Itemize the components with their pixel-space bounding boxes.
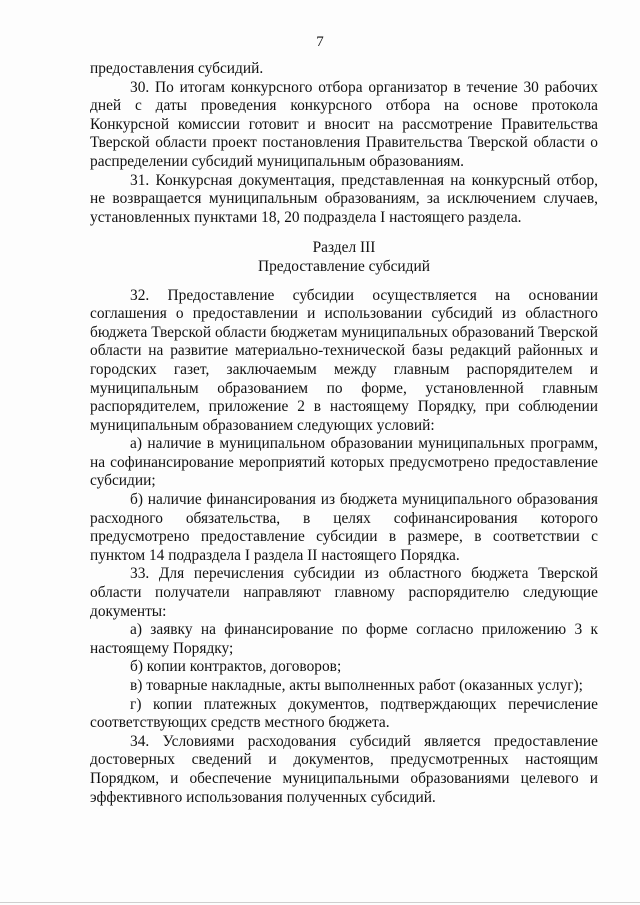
paragraph-32-b: б) наличие финансирования из бюджета муниципального образования расходного обязательства, в целях софинансирования которого предусмотрено предоставление субсидии в размере, в соответствии с пунктом 14 подраздела I раздела II настоящего Порядка. [90, 491, 598, 564]
paragraph-33-b: б) копии контрактов, договоров; [130, 658, 342, 676]
paragraph-continuation: предоставления субсидий. [90, 60, 264, 77]
section-title: Раздел III [312, 239, 376, 257]
section-subtitle: Предоставление субсидий [258, 257, 430, 275]
paragraph-32-a: а) наличие в муниципальном образовании муниципальных программ, на софинансирование мероприятий которых предусмотрено предоставление субсидии; [90, 435, 598, 490]
paragraph-30: 30. По итогам конкурсного отбора организатор в течение 30 рабочих дней с даты проведения конкурсного отбора на основе протокола Конкурсной комиссии готовит и вносит на рассмотрение Правительства Тверской области проект постановления Правительства Тверской области о распределении субсидий муниципальным образованиям. [90, 78, 598, 170]
paragraph-33-d: г) копии платежных документов, подтверждающих перечисление соответствующих средств местного бюджета. [90, 695, 598, 732]
section-heading [90, 239, 598, 276]
page-number: 7 [316, 34, 324, 50]
page-bottom-edge [0, 902, 640, 903]
paragraph-33-a: а) заявку на финансирование по форме согласно приложению 3 к настоящему Порядку; [90, 621, 598, 657]
paragraph-33: 33. Для перечисления субсидии из областного бюджета Тверской области получатели направляют главному распорядителю следующие документы: [90, 565, 598, 620]
document-body [90, 60, 598, 807]
paragraph-33-c: в) товарные накладные, акты выполненных работ (оказанных услуг); [130, 677, 583, 694]
paragraph-34: 34. Условиями расходования субсидий является предоставление достоверных сведений и документов, предусмотренных настоящим Порядком, и обеспечение муниципальными образованиями целевого и эффективного использования полученных субсидий. [90, 732, 598, 806]
paragraph-32: 32. Предоставление субсидии осуществляется на основании соглашения о предоставлении и использовании субсидий из областного бюджета Тверской области бюджетам муниципальных образований Тверской области на развитие материально-технической базы редакций районных и городских газет, заключаемым между главным распорядителем и муниципальным образованием по форме, установленной главным распорядителем, приложение 2 в настоящему Порядку, при соблюдении муниципальным образованием следующих условий: [90, 286, 598, 434]
paragraph-31: 31. Конкурсная документация, представленная на конкурсный отбор, не возвращается муниципальным образованиям, за исключением случаев, установленных пунктами 18, 20 подраздела I настоящего раздела. [90, 171, 598, 226]
